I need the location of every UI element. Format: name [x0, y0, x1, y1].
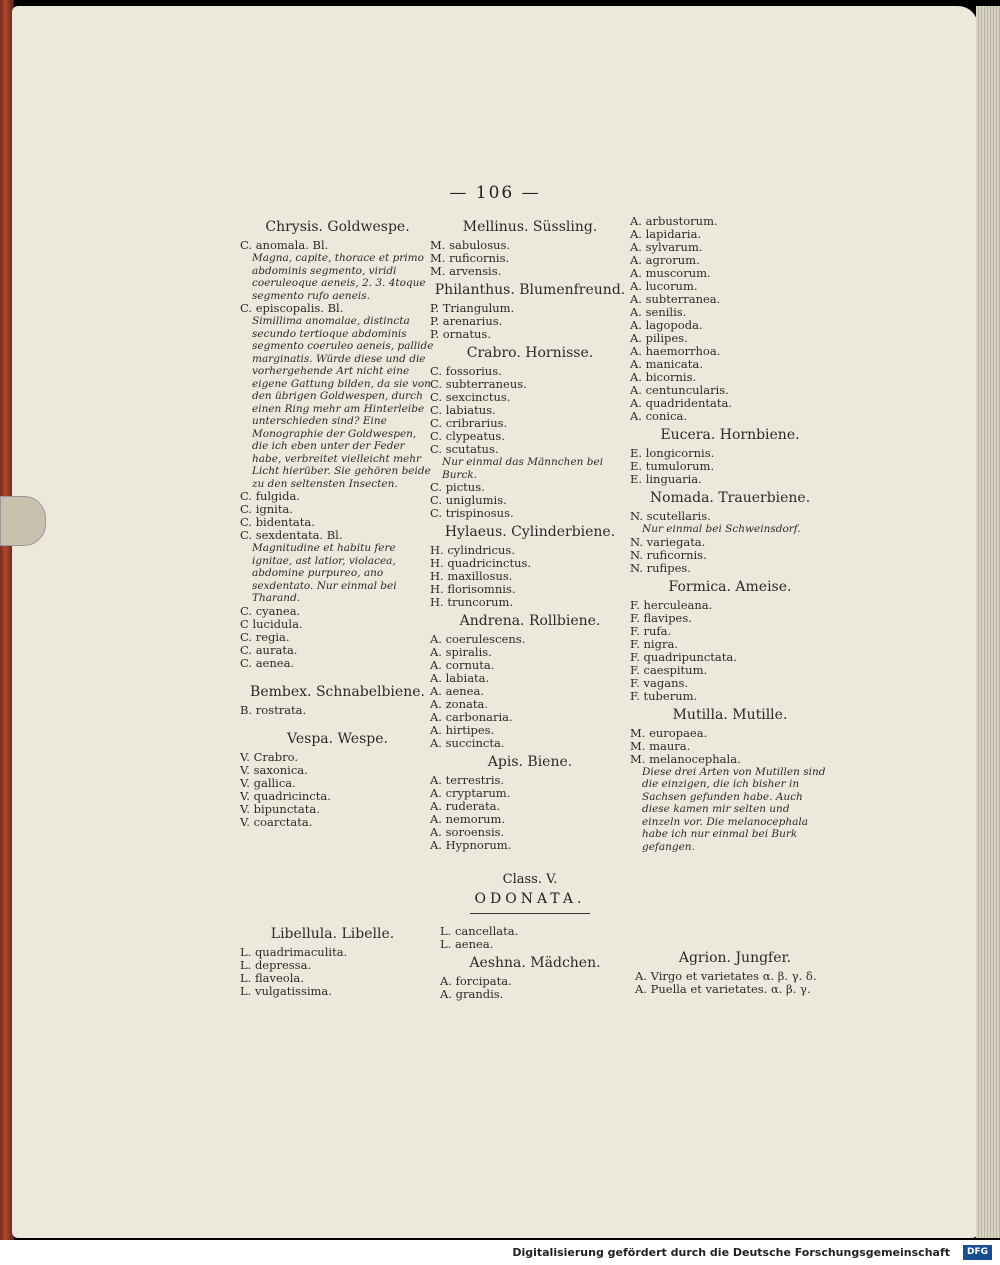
- species-entry: C. fossorius.: [430, 364, 502, 378]
- species-entry: F. flavipes.: [630, 610, 692, 625]
- species-entry: C. labiatus.: [430, 403, 496, 417]
- species-entry: M. sabulosus.: [430, 238, 511, 252]
- species-entry: A. subterranea.: [630, 292, 721, 306]
- species-entry: A. aenea.: [430, 684, 485, 698]
- species-entry: V. coarctata.: [240, 814, 313, 829]
- species-entry: A. centuncularis.: [630, 383, 729, 397]
- column-right: [630, 215, 830, 853]
- species-entry: A. cryptarum.: [430, 786, 511, 800]
- species-entry: C. aurata.: [240, 642, 298, 657]
- species-entry: L. aenea.: [440, 937, 494, 951]
- species-entry: A. conica.: [630, 409, 688, 423]
- species-entry: A. bicornis.: [630, 370, 697, 384]
- species-entry: N. rufipes.: [630, 560, 691, 575]
- species-entry: A. cornuta.: [430, 658, 495, 672]
- species-entry: E. longicornis.: [630, 446, 715, 460]
- species-entry: A. coerulescens.: [430, 632, 526, 646]
- species-entry: A. hirtipes.: [430, 723, 495, 737]
- species-entry: A. Hypnorum.: [430, 838, 512, 852]
- spacer: [240, 717, 435, 727]
- species-entry: M. melanocephala.: [630, 751, 741, 766]
- species-entry: F. nigra.: [630, 636, 678, 651]
- species-entry: N. variegata.: [630, 534, 706, 549]
- species-entry: N. scutellaris.: [630, 509, 711, 523]
- bookmark-tab: [0, 496, 46, 546]
- species-entry: C. bidentata.: [240, 515, 315, 529]
- species-entry: V. Crabro.: [240, 749, 298, 764]
- species-entry: C. sexdentata. Bl.: [240, 528, 343, 542]
- heading-rule: [470, 913, 590, 914]
- species-entry: C lucidula.: [240, 616, 303, 631]
- species-entry: A. senilis.: [630, 305, 687, 319]
- species-entry: E. linguaria.: [630, 472, 702, 486]
- genus-heading: Hylaeus. Cylinderbiene.: [444, 524, 616, 540]
- odonata-column-middle: [440, 925, 630, 1001]
- species-entry: V. gallica.: [240, 775, 296, 790]
- species-entry: A. haemorrhoa.: [630, 344, 721, 358]
- species-entry: C. pictus.: [430, 480, 485, 494]
- page-number: — 106 —: [449, 183, 541, 203]
- genus-heading: Philanthus. Blumenfreund.: [434, 282, 626, 298]
- species-entry: A. agrorum.: [630, 253, 700, 267]
- species-entry: A. labiata.: [430, 671, 490, 685]
- species-entry: A. terrestris.: [430, 773, 505, 787]
- class-heading: [430, 872, 630, 914]
- species-entry: H. florisomnis.: [430, 582, 516, 596]
- species-entry: A. grandis.: [440, 987, 504, 1001]
- genus-heading: Formica. Ameise.: [668, 578, 792, 595]
- species-entry: C. ignita.: [240, 502, 293, 516]
- species-entry: A. soroensis.: [430, 825, 505, 839]
- species-entry: A. Puella et varietates. α. β. γ.: [635, 982, 811, 996]
- spacer: [240, 670, 435, 680]
- species-entry: A. ruderata.: [430, 799, 501, 813]
- species-entry: A. lucorum.: [630, 279, 698, 293]
- genus-heading: Eucera. Hornbiene.: [660, 427, 800, 443]
- species-entry: A. zonata.: [430, 697, 488, 711]
- species-entry: H. maxillosus.: [430, 569, 513, 583]
- genus-heading: Mellinus. Süssling.: [462, 219, 598, 235]
- genus-heading: Libellula. Libelle.: [270, 926, 395, 942]
- species-entry: V. bipunctata.: [240, 801, 320, 816]
- species-note: Magna, capite, thorace et primo abdominis segmento, viridi coeruleoque aeneis, 2. 3. 4toque segmento rufo aeneis.: [252, 252, 426, 302]
- species-entry: H. cylindricus.: [430, 543, 515, 557]
- species-entry: C. aenea.: [240, 655, 295, 670]
- species-entry: C. sexcinctus.: [430, 390, 511, 404]
- genus-heading: Apis. Biene.: [487, 754, 573, 770]
- species-entry: C. trispinosus.: [430, 506, 514, 520]
- species-note: Diese drei Arten von Mutillen sind die einzigen, die ich bisher in Sachsen gefunden habe. Auch diese kamen mir selten und einzeln vor. Die melanocephala habe ich nur einmal bei Burk gefangen.: [642, 765, 826, 853]
- species-entry: C. cyanea.: [240, 603, 301, 618]
- genus-heading: Aeshna. Mädchen.: [469, 955, 601, 971]
- column-middle: [430, 215, 630, 852]
- species-entry: H. truncorum.: [430, 595, 514, 609]
- species-entry: F. tuberum.: [630, 688, 698, 703]
- species-entry: F. quadripunctata.: [630, 649, 737, 664]
- species-entry: A. forcipata.: [440, 974, 512, 988]
- species-entry: A. succincta.: [430, 736, 505, 750]
- species-entry: A. quadridentata.: [630, 396, 732, 410]
- species-entry: C. cribrarius.: [430, 416, 508, 430]
- species-note: Magnitudine et habitu fere ignitae, ast latior, violacea, abdomine purpureo, ano sexdentato. Nur einmal bei Tharand.: [252, 542, 397, 604]
- species-entry: C. subterraneus.: [430, 377, 527, 391]
- species-entry: C. episcopalis. Bl.: [240, 301, 344, 315]
- species-entry: C. clypeatus.: [430, 429, 505, 443]
- genus-heading: Mutilla. Mutille.: [672, 706, 788, 723]
- species-entry: A. arbustorum.: [630, 214, 718, 228]
- species-entry: A. carbonaria.: [430, 710, 513, 724]
- species-entry: F. herculeana.: [630, 597, 713, 612]
- genus-heading: Vespa. Wespe.: [287, 730, 388, 747]
- species-entry: P. Triangulum.: [430, 301, 515, 315]
- genus-heading: Andrena. Rollbiene.: [459, 613, 601, 629]
- species-entry: A. muscorum.: [630, 266, 711, 280]
- genus-heading: Crabro. Hornisse.: [466, 345, 594, 361]
- species-note: Nur einmal das Männchen bei Burck.: [442, 456, 604, 481]
- genus-heading: Agrion. Jungfer.: [678, 950, 792, 966]
- species-entry: L. quadrimaculita.: [240, 945, 348, 959]
- species-entry: A. nemorum.: [430, 812, 506, 826]
- species-entry: M. maura.: [630, 738, 691, 753]
- species-entry: A. Virgo et varietates α. β. γ. δ.: [635, 969, 817, 983]
- species-entry: N. ruficornis.: [630, 547, 707, 562]
- species-entry: A. sylvarum.: [630, 240, 703, 254]
- species-entry: F. rufa.: [630, 623, 672, 638]
- species-entry: L. cancellata.: [440, 924, 519, 938]
- genus-heading: Chrysis. Goldwespe.: [265, 219, 410, 235]
- species-entry: A. pilipes.: [630, 331, 688, 345]
- species-entry: F. vagans.: [630, 675, 689, 690]
- species-entry: C. uniglumis.: [430, 493, 507, 507]
- species-entry: A. lagopoda.: [630, 318, 703, 332]
- species-entry: A. lapidaria.: [630, 227, 702, 241]
- species-entry: C. anomala. Bl.: [240, 238, 329, 252]
- page-edges: [976, 6, 1000, 1238]
- odonata-column-right: [635, 946, 835, 996]
- column-left: [240, 215, 435, 829]
- species-entry: M. ruficornis.: [430, 251, 510, 265]
- species-entry: L. flaveola.: [240, 971, 304, 985]
- species-entry: P. ornatus.: [430, 327, 491, 341]
- species-entry: M. europaea.: [630, 725, 708, 740]
- species-entry: L. vulgatissima.: [240, 984, 332, 998]
- species-entry: C. scutatus.: [430, 442, 499, 456]
- genus-heading: Nomada. Trauerbiene.: [649, 490, 811, 506]
- species-entry: C. regia.: [240, 629, 290, 644]
- class-number: Class. V.: [502, 872, 558, 887]
- species-entry: F. caespitum.: [630, 662, 708, 677]
- class-name: ODONATA.: [474, 891, 586, 907]
- species-note: Simillima anomalae, distincta secundo tertioque abdominis segmento coeruleo aeneis, pallide marginatis. Würde diese und die vorhergehende Art nicht eine eigene Gattung bilden, da sie von den übrigen Goldwespen, durch einen Ring mehr am Hinterleibe unterschieden sind? Eine Monographie der Goldwespen, die ich eben unter der Feder habe, verbreitet vielleicht mehr Licht hierüber. Sie gehören beide zu den seltensten Insecten.: [252, 315, 434, 490]
- species-entry: M. arvensis.: [430, 264, 502, 278]
- species-note: Nur einmal bei Schweinsdorf.: [642, 523, 801, 535]
- species-entry: B. rostrata.: [240, 702, 307, 717]
- species-entry: P. arenarius.: [430, 314, 503, 328]
- odonata-column-left: [240, 922, 425, 998]
- footer-bar: [0, 1240, 1000, 1265]
- species-entry: C. fulgida.: [240, 489, 300, 503]
- footer-text: Digitalisierung gefördert durch die Deutsche Forschungsgemeinschaft: [512, 1246, 950, 1259]
- species-entry: A. spiralis.: [430, 645, 492, 659]
- species-entry: A. manicata.: [630, 357, 703, 371]
- species-entry: V. saxonica.: [240, 762, 308, 777]
- species-entry: E. tumulorum.: [630, 459, 715, 473]
- genus-heading: Bembex. Schnabelbiene.: [250, 683, 425, 700]
- dfg-logo: DFG: [963, 1245, 992, 1260]
- species-entry: L. depressa.: [240, 958, 312, 972]
- species-entry: V. quadricincta.: [240, 788, 331, 803]
- species-entry: H. quadricinctus.: [430, 556, 532, 570]
